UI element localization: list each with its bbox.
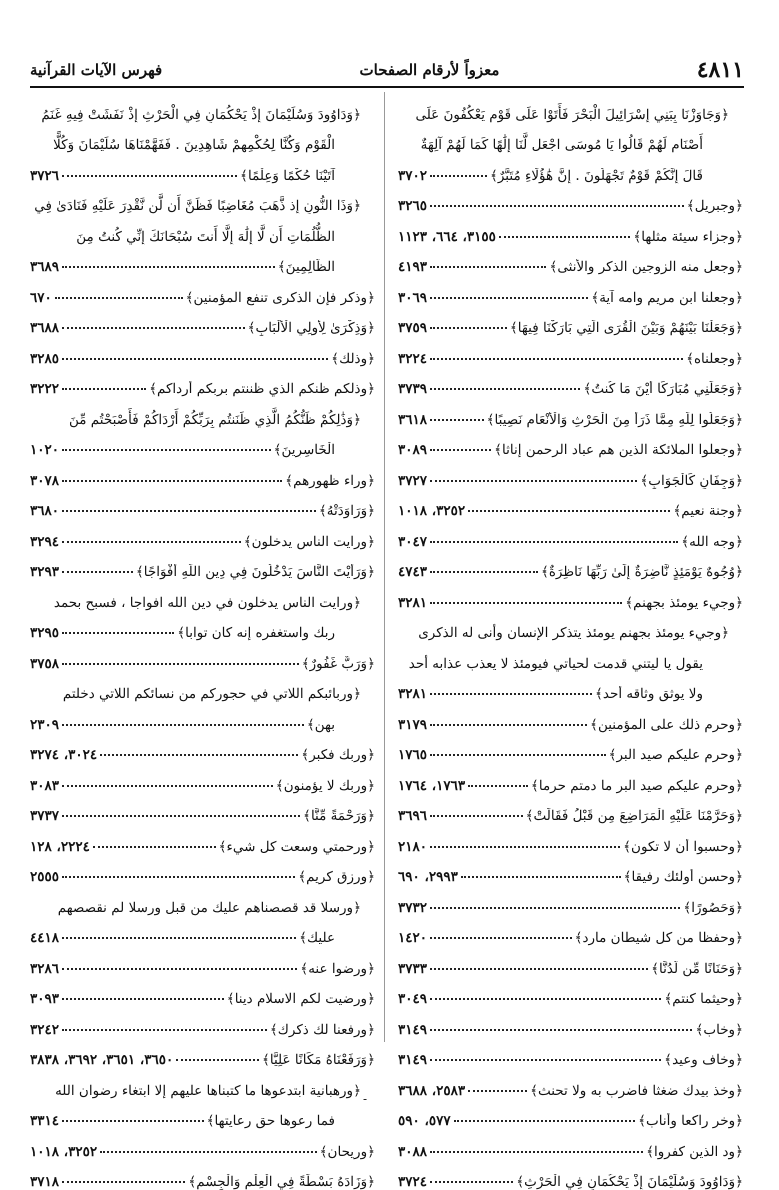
index-entry [30,1129,375,1160]
page-reference: ٣٢٩٣ [30,564,59,580]
index-entry [30,824,375,855]
page-reference: ٣٧٥٨ [30,656,59,672]
verse-text: ﴿وراء ظهورهم﴾ [285,473,375,489]
leader-dots [62,1119,204,1122]
page-reference: ٣٠٤٧ [398,534,427,550]
index-entry [398,306,743,337]
entry-continuation-line: يقول يا ليتني قدمت لحياتي فيومئذ لا يعذب عذابه أحد [398,641,743,672]
page-reference: ٣٧٢٧ [398,473,427,489]
leader-dots [430,326,507,329]
index-entry [398,367,743,398]
index-entry [30,519,375,550]
leader-dots [62,540,241,543]
leader-dots [55,296,183,299]
verse-text: ﴿وحرم ذلك على المؤمنين﴾ [590,717,743,733]
header-rule [30,86,744,88]
page-reference: ٣٧٢٤ [398,1174,427,1190]
leader-dots [62,814,300,817]
leader-dots [430,1150,643,1153]
leader-dots [430,296,588,299]
page-reference: ٣٧١٨ [30,1174,59,1190]
verse-text: ﴿وَذِكْرَىٰ لِأُولِي الْأَلْبَابِ﴾ [248,320,375,336]
verse-text: ﴿وحسن أولئك رفيقا﴾ [624,869,743,885]
page-reference: ٣١٤٩ [398,1052,427,1068]
verse-text: ﴿وَجَعَلْنَا بَيْنَهُمْ وَبَيْنَ الْقُرَى الَّتِي بَارَكْنَا فِيهَا﴾ [510,320,743,336]
index-entry [398,153,743,184]
leader-dots [430,723,587,726]
leader-dots [62,997,224,1000]
index-entry [398,702,743,733]
verse-text: ﴿ورحمتي وسعت كل شيء﴾ [219,839,375,855]
index-entry [398,733,743,764]
verse-text: فما رعوها حق رعايتها﴾ [207,1113,375,1129]
index-entry [398,214,743,245]
leader-dots [62,936,296,939]
leader-dots [62,479,282,482]
verse-text: ﴿وحرم عليكم صيد البر﴾ [609,747,743,763]
leader-dots [62,723,304,726]
leader-dots [430,997,661,1000]
verse-text: ﴿ورضوا عنه﴾ [300,961,375,977]
verse-text: ﴿وَحَصُورًا﴾ [683,900,743,916]
header-title: فهرس الآيات القرآنية [30,61,162,79]
page-reference: ٣٢٩٤ [30,534,59,550]
index-column-left [30,92,375,1190]
page-reference: ٣٢٦٥ [398,198,427,214]
page-reference: ٣٠٤٩ [398,991,427,1007]
leader-dots [62,662,299,665]
index-entry [398,946,743,977]
leader-dots [430,448,491,451]
verse-text: ﴿وَحَنَانًا مِّن لَّدُنَّا﴾ [651,961,743,977]
verse-text: ﴿وجه الله﴾ [681,534,743,550]
leader-dots [430,936,572,939]
leader-dots [430,906,680,909]
entry-continuation-line: الْقَوْمِ وَكُنَّا لِحُكْمِهِمْ شَاهِدِينَ . فَفَهَّمْنَاهَا سُلَيْمَانَ وَكُلًّا [30,123,375,154]
leader-dots [62,265,275,268]
leader-dots [430,814,523,817]
page-number: ٤٨١١ [697,57,744,83]
verse-text: ﴿ورضيت لكم الاسلام دينا﴾ [227,991,375,1007]
leader-dots [468,509,670,512]
index-entry [30,336,375,367]
entry-continuation-line: الظُّلُمَاتِ أَن لَّا إِلَٰهَ إِلَّا أَنتَ سُبْحَانَكَ إِنِّي كُنتُ مِنَ [30,214,375,245]
index-entry [398,580,743,611]
page-reference: ٣٢٢٤ [398,351,427,367]
page-reference: ٣٢٢٢ [30,381,59,397]
index-entry [30,245,375,276]
index-entry [398,1007,743,1038]
index-entry [30,763,375,794]
leader-dots [430,479,637,482]
verse-text: بهن﴾ [307,717,375,733]
page-reference: ٦٧٠ [30,290,52,306]
page-reference: ٣٧٢٦ [30,168,59,184]
verse-text: ﴿وَجِفَانٍ كَالْجَوَابِ﴾ [640,473,743,489]
verse-text: ﴿ورزق كريم﴾ [298,869,375,885]
verse-text: ﴿وجعلنا ابن مريم وامه آية﴾ [591,290,743,306]
index-entry [398,184,743,215]
leader-dots [62,387,146,390]
page-reference: ٣١٧٩ [398,717,427,733]
verse-text: آتَيْنَا حُكْمًا وَعِلْمًا﴾ [240,168,375,184]
page-reference: ٢٣٠٩ [30,717,59,733]
verse-text: ﴿وجيء يومئذ بجهنم﴾ [625,595,743,611]
leader-dots [62,631,174,634]
verse-text: ﴿وَرَاوَدَتْهُ﴾ [319,503,375,519]
index-entry [30,367,375,398]
verse-text: ﴿وَرَأَيْتَ النَّاسَ يَدْخُلُونَ فِي دِينِ اللَّهِ أَفْوَاجًا﴾ [136,564,375,580]
index-entry [398,885,743,916]
page-reference: ٣٢٩٥ [30,625,59,641]
page-reference: ٣٢٨١ [398,595,427,611]
leader-dots [430,387,580,390]
verse-text: ﴿وخاب﴾ [695,1022,743,1038]
index-entry [398,1099,743,1130]
leader-dots [176,1058,259,1061]
verse-text: ﴿وَرَبٌّ غَفُورٌ﴾ [302,656,375,672]
leader-dots [499,235,630,238]
verse-text: ﴿وَدَاوُودَ وَسُلَيْمَانَ إِذْ يَحْكُمَانِ فِي الْحَرْثِ﴾ [516,1174,743,1190]
page-reference: ٤٧٤٣ [398,564,427,580]
verse-text: ﴿وحرم عليكم صيد البر ما دمتم حرما﴾ [531,778,743,794]
page-reference: ٣٧٣٩ [398,381,427,397]
entry-continuation-line: ﴿وَذَٰلِكُمْ ظَنُّكُمُ الَّذِي ظَنَنتُم بِرَبِّكُمْ أَرْدَاكُمْ فَأَصْبَحْتُم مِّنَ [30,397,375,428]
page-reference: ٤١٩٣ [398,259,427,275]
verse-text: ﴿وربك لا يؤمنون﴾ [276,778,375,794]
entry-continuation-line: ﴿وَدَاوُودَ وَسُلَيْمَانَ إِذْ يَحْكُمَانِ فِي الْحَرْثِ إِذْ نَفَشَتْ فِيهِ غَنَمُ [30,92,375,123]
leader-dots [62,784,273,787]
verse-text: ربك واستغفره إنه كان توابا﴾ [177,625,375,641]
index-entry [398,1038,743,1069]
verse-text: ﴿وجعلوا الملائكة الذين هم عباد الرحمن إناثا﴾ [494,442,743,458]
page-reference: ١٧٦٥ [398,747,427,763]
verse-text: ﴿وذلك﴾ [331,351,375,367]
page-reference: ٣٠٢٤، ٣٢٧٤ [30,747,97,763]
entry-continuation-line: ﴿وَجَاوَزْنَا بِبَنِي إِسْرَائِيلَ الْبَحْرَ فَأَتَوْا عَلَى قَوْمٍ يَعْكُفُونَ عَلَى [398,92,743,123]
leader-dots [430,1180,513,1183]
leader-dots [430,204,684,207]
index-entry [398,763,743,794]
index-entry [30,1007,375,1038]
index-column-right [398,92,743,1190]
index-entry [30,946,375,977]
leader-dots [62,570,133,573]
page-reference: ٣٦٥٠، ٣٦٥١، ٣٦٩٢، ٣٨٣٨ [30,1052,173,1068]
footer-mark: - [363,1092,367,1106]
index-entry [30,611,375,642]
verse-text: ﴿وربك فكبر﴾ [301,747,375,763]
leader-dots [430,265,546,268]
verse-text: ﴿وريحان﴾ [320,1144,375,1160]
index-entry [398,977,743,1008]
page-reference: ٣٦٩٦ [398,808,427,824]
index-entry [398,428,743,459]
verse-text: ﴿وَرَفَعْنَاهُ مَكَانًا عَلِيًّا﴾ [262,1052,375,1068]
leader-dots [468,1089,527,1092]
page-reference: ٢٩٩٣، ٦٩٠ [398,869,458,885]
verse-text: ﴿وَرَحْمَةً مِّنَّا﴾ [303,808,375,824]
page-reference: ٣٧٠٢ [398,168,427,184]
index-entry [398,550,743,581]
leader-dots [468,784,528,787]
page-reference: ١٧٦٣، ١٧٦٤ [398,778,465,794]
page-reference: ٥٧٧، ٥٩٠ [398,1113,451,1129]
page-reference: ٣٦٨٩ [30,259,59,275]
page-reference: ٣٦١٨ [398,412,427,428]
page-reference: ٣٠٨٨ [398,1144,427,1160]
page-reference: ٣٦٨٠ [30,503,59,519]
index-entry [398,458,743,489]
verse-text: الْخَاسِرِينَ﴾ [274,442,375,458]
index-entry [398,336,743,367]
index-entry [30,306,375,337]
entry-continuation-line: ﴿ورهبانية ابتدعوها ما كتبناها عليهم إلا ابتغاء رضوان الله [30,1068,375,1099]
leader-dots [461,875,621,878]
page-reference: ١٠٢٠ [30,442,59,458]
leader-dots [93,845,216,848]
leader-dots [430,601,622,604]
index-entry [398,672,743,703]
page-reference: ٣٦٨٨ [30,320,59,336]
verse-text: ﴿وجزاء سيئة مثلها﴾ [633,229,743,245]
index-entry [398,824,743,855]
verse-text: ﴿وحيثما كنتم﴾ [664,991,743,1007]
index-entry [30,977,375,1008]
page-reference: ٣٣١٤ [30,1113,59,1129]
verse-text: ﴿وخذ بيدك ضغثا فاضرب به ولا تحنث﴾ [530,1083,743,1099]
page-reference: ٣٢٥٢، ١٠١٨ [30,1144,97,1160]
leader-dots [62,509,316,512]
leader-dots [62,875,295,878]
page-reference: ٣٧٣٢ [398,900,427,916]
index-entry [30,733,375,764]
index-entry [398,855,743,886]
leader-dots [62,967,297,970]
header-subtitle: معزواً لأرقام الصفحات [360,61,500,79]
verse-text: ﴿وخر راكعا وأناب﴾ [638,1113,743,1129]
verse-text: ﴿وخاف وعيد﴾ [664,1052,743,1068]
entry-continuation-line: ﴿ورايت الناس يدخلون في دين الله افواجا ، فسبح بحمد [30,580,375,611]
page-reference: ٣٢٥٢، ١٠١٨ [398,503,465,519]
page-header [30,56,744,84]
page-reference: ٣٠٨٩ [398,442,427,458]
page-reference: ١٤٢٠ [398,930,427,946]
entry-continuation-line: ﴿ورسلا قد قصصناهم عليك من قبل ورسلا لم نقصصهم [30,885,375,916]
index-entry [398,489,743,520]
verse-text: ﴿ورايت الناس يدخلون﴾ [244,534,375,550]
verse-text: ﴿وجنة نعيم﴾ [673,503,743,519]
verse-text: ﴿وحفظا من كل شيطان مارد﴾ [575,930,743,946]
index-entry [398,397,743,428]
index-entry [30,153,375,184]
index-entry [398,519,743,550]
page-reference: ٣٢٨٥ [30,351,59,367]
leader-dots [62,1028,267,1031]
verse-text: ﴿وجعل منه الزوجين الذكر والأنثى﴾ [549,259,743,275]
verse-text: ﴿وُجُوهٌ يَوْمَئِذٍ نَّاضِرَةٌ إِلَىٰ رَبِّهَا نَاظِرَةٌ﴾ [541,564,743,580]
index-entry [30,641,375,672]
entry-continuation-line: ﴿وَذَا النُّونِ إِذ ذَّهَبَ مُغَاضِبًا فَظَنَّ أَن لَّن نَّقْدِرَ عَلَيْهِ فَنَادَىٰ فِي [30,184,375,215]
leader-dots [430,357,683,360]
page-reference: ٣٠٧٨ [30,473,59,489]
index-entry [398,275,743,306]
index-entry [398,245,743,276]
verse-text: ﴿وذلكم ظنكم الذي ظننتم بربكم أرداكم﴾ [149,381,375,397]
verse-text: عليك﴾ [299,930,375,946]
page-reference: ٣٧٣٣ [398,961,427,977]
verse-text: ﴿وذكر فإن الذكرى تنفع المؤمنين﴾ [186,290,375,306]
leader-dots [454,1119,636,1122]
leader-dots [430,692,592,695]
verse-text: ﴿وحسبوا أن لا تكون﴾ [623,839,743,855]
leader-dots [430,540,678,543]
leader-dots [430,570,538,573]
index-entry [30,428,375,459]
leader-dots [430,418,484,421]
leader-dots [430,174,487,177]
index-entry [398,1160,743,1190]
index-entry [30,458,375,489]
leader-dots [62,448,271,451]
leader-dots [62,1180,185,1183]
leader-dots [430,967,648,970]
page-reference: ٣٢٤٢ [30,1022,59,1038]
index-entry [30,1160,375,1190]
index-entry [398,916,743,947]
page-reference: ٢٥٥٥ [30,869,59,885]
verse-text: ﴿ود الذين كفروا﴾ [646,1144,743,1160]
entry-continuation-line: ﴿وجيء يومئذ بجهنم يومئذ يتذكر الإنسان وأنى له الذكرى [398,611,743,642]
page-reference: ٣٠٨٣ [30,778,59,794]
page-reference: ٣١٤٩ [398,1022,427,1038]
leader-dots [430,845,620,848]
page-reference: ٣٠٦٩ [398,290,427,306]
verse-text: ولا يوثق وثاقه أحد﴾ [595,686,743,702]
leader-dots [100,1150,317,1153]
page-reference: ٢٢٢٤، ١٢٨ [30,839,90,855]
leader-dots [430,1058,661,1061]
page-reference: ٣٢٨٦ [30,961,59,977]
verse-text: ﴿وجبريل﴾ [687,198,743,214]
leader-dots [62,174,237,177]
entry-continuation-line: أَصْنَامٍ لَهُمْ قَالُوا يَا مُوسَى اجْعَل لَّنَا إِلَٰهًا كَمَا لَهُمْ آلِهَةٌ [398,123,743,154]
leader-dots [62,326,245,329]
verse-text: الظَّالِمِينَ﴾ [278,259,375,275]
page-reference: ٣٠٩٣ [30,991,59,1007]
page-reference: ٣٢٨١ [398,686,427,702]
verse-text: ﴿ورفعنا لك ذكرك﴾ [270,1022,375,1038]
page-reference: ٤٤١٨ [30,930,59,946]
leader-dots [430,1028,692,1031]
verse-text: ﴿وجعلناه﴾ [686,351,743,367]
index-entry [30,855,375,886]
page-reference: ٣٧٣٧ [30,808,59,824]
verse-text: ﴿وَجَعَلَنِي مُبَارَكًا أَيْنَ مَا كُنتُ﴾ [583,381,743,397]
column-divider [384,92,385,1042]
leader-dots [430,753,606,756]
index-entry [30,1099,375,1130]
index-entry [30,550,375,581]
index-entry [30,702,375,733]
leader-dots [62,357,328,360]
index-entry [30,275,375,306]
index-entry [398,794,743,825]
verse-text: ﴿وَجَعَلُوا لِلَّهِ مِمَّا ذَرَأَ مِنَ الْحَرْثِ وَالْأَنْعَامِ نَصِيبًا﴾ [487,412,743,428]
verse-text: ﴿وَحَرَّمْنَا عَلَيْهِ الْمَرَاضِعَ مِن قَبْلُ فَقَالَتْ﴾ [526,808,743,824]
index-entry [30,1038,375,1069]
entry-continuation-line: ﴿وربائبكم اللاتي في حجوركم من نسائكم اللاتي دخلتم [30,672,375,703]
page-reference: ٣١٥٥، ٦٦٤، ١١٢٣ [398,229,496,245]
index-entry [30,794,375,825]
verse-text: قَالَ إِنَّكُمْ قَوْمٌ تَجْهَلُونَ . إِنَّ هَٰؤُلَاءِ مُتَبَّرٌ﴾ [490,168,743,184]
index-entry [30,489,375,520]
leader-dots [100,753,298,756]
index-entry [398,1068,743,1099]
page-reference: ٢٥٨٣، ٣٦٨٨ [398,1083,465,1099]
page-reference: ٣٧٥٩ [398,320,427,336]
index-entry [398,1129,743,1160]
verse-text: ﴿وَزَادَهُ بَسْطَةً فِي الْعِلْمِ وَالْجِسْمِ﴾ [188,1174,375,1190]
page-reference: ٢١٨٠ [398,839,427,855]
index-entry [30,916,375,947]
